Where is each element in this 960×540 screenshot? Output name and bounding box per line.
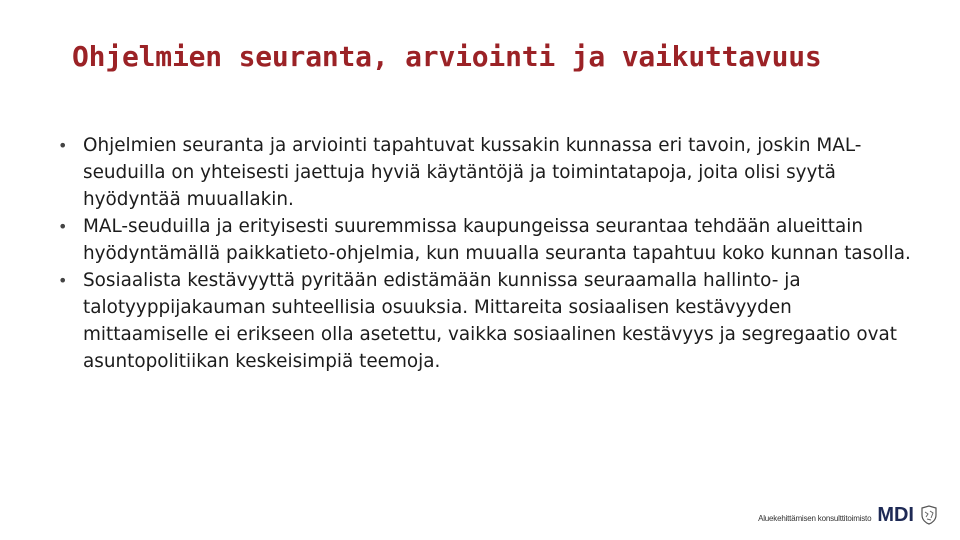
bullet-item xyxy=(58,213,918,267)
bullet-text: MAL-seuduilla ja erityisesti suuremmissa kaupungeissa seurantaa tehdään alueittain hyödyntämällä paikkatieto-ohjelmia, kun muualla seuranta tapahtuu koko kunnan tasolla. xyxy=(83,216,911,264)
bullet-icon: • xyxy=(58,271,68,290)
footer-tagline: Aluekehittämisen konsulttitoimisto xyxy=(758,514,872,523)
bullet-item xyxy=(58,267,918,375)
bullet-icon: • xyxy=(58,217,68,236)
bullet-list xyxy=(58,132,918,375)
slide-title: Ohjelmien seuranta, arviointi ja vaikuttavuus xyxy=(72,40,822,73)
bullet-text: Sosiaalista kestävyyttä pyritään edistämään kunnissa seuraamalla hallinto- ja talotyyppijakauman suhteellisia osuuksia. Mittareita sosiaalisen kestävyyden mittaamiselle ei erikseen olla asetettu, vaikka sosiaalinen kestävyys ja segregaatio ovat asuntopolitiikan keskeisimpiä teemoja. xyxy=(83,270,898,372)
shield-crest-icon xyxy=(920,505,938,526)
footer-branding xyxy=(758,504,938,526)
bullet-icon: • xyxy=(58,136,68,155)
bullet-item xyxy=(58,132,918,213)
mdi-logo: MDI xyxy=(877,504,914,526)
bullet-text: Ohjelmien seuranta ja arviointi tapahtuvat kussakin kunnassa eri tavoin, joskin MAL-seuduilla on yhteisesti jaettuja hyviä käytäntöjä ja toimintatapoja, joita olisi syytä hyödyntää muuallakin. xyxy=(83,135,862,210)
